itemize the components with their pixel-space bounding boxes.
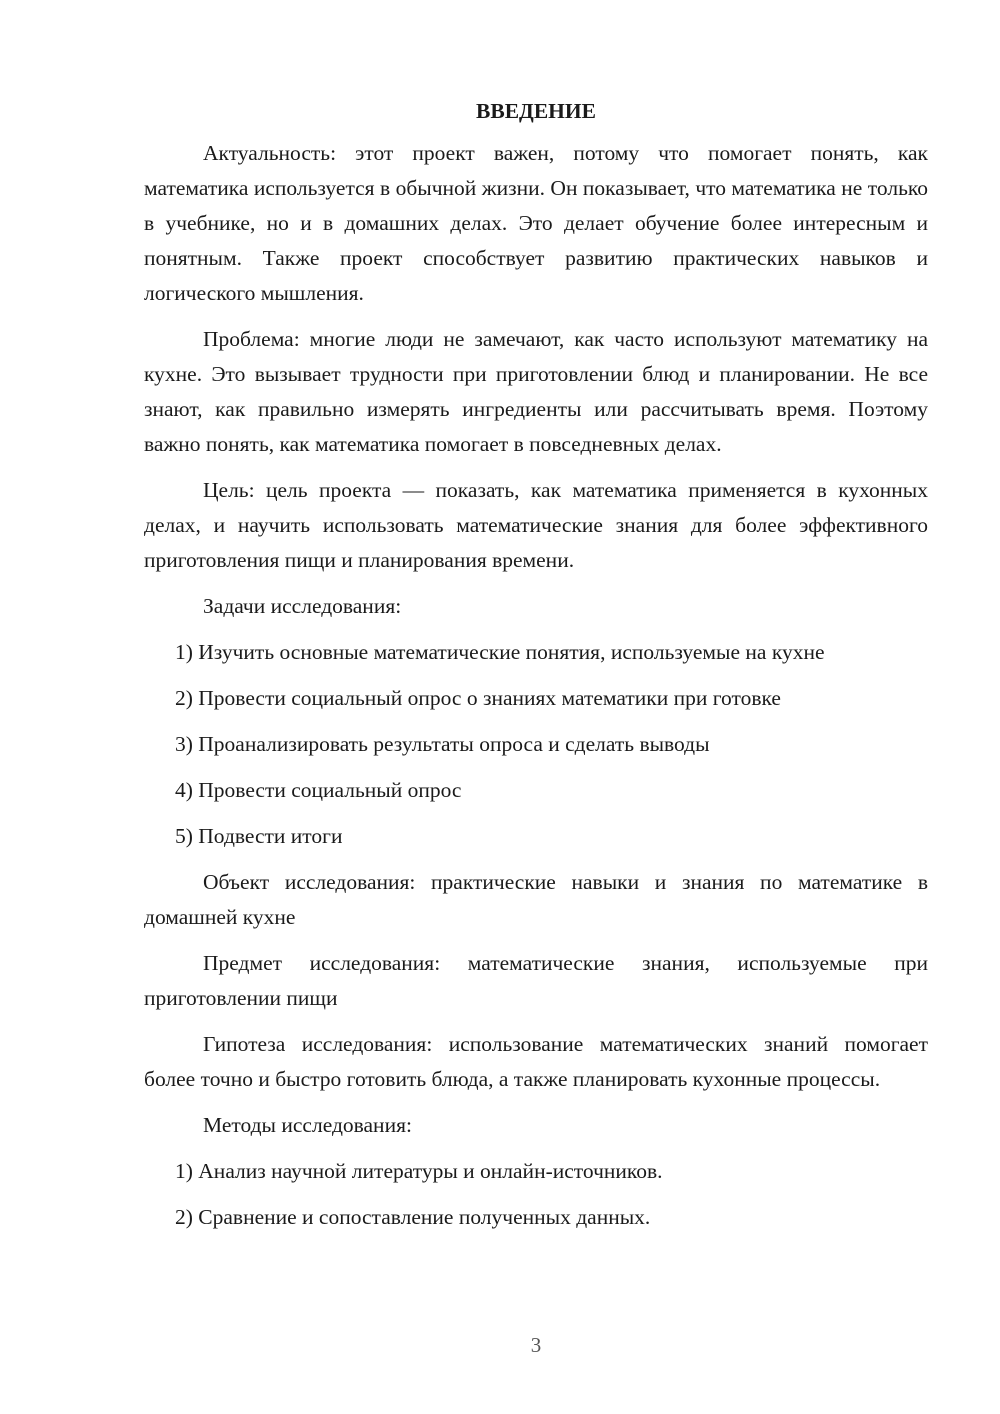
tasks-heading: Задачи исследования:: [203, 594, 402, 618]
subject-paragraph: Предмет исследования: математические знания, используемые при приготовлении пищи: [144, 951, 928, 1010]
task-item: 1) Изучить основные математические понятия, используемые на кухне: [175, 640, 825, 664]
goal-paragraph: Цель: цель проекта — показать, как математика применяется в кухонных делах, и научить использовать математические знания для более эффективного приготовления пищи и планирования времени.: [144, 478, 928, 572]
task-item: 5) Подвести итоги: [175, 824, 343, 848]
hypothesis-paragraph: Гипотеза исследования: использование математических знаний помогает более точно и быстро готовить блюда, а также планировать кухонные процессы.: [144, 1032, 928, 1091]
object-paragraph: Объект исследования: практические навыки и знания по математике в домашней кухне: [144, 870, 928, 929]
task-item: 2) Провести социальный опрос о знаниях математики при готовке: [175, 686, 781, 710]
methods-list: [144, 1154, 928, 1235]
task-item: 4) Провести социальный опрос: [175, 778, 462, 802]
relevance-paragraph: Актуальность: этот проект важен, потому что помогает понять, как математика используется в обычной жизни. Он показывает, что математика не только в учебнике, но и в домашних делах. Это делает обучение более интересным и понятным. Также проект способствует развитию практических навыков и логического мышления.: [144, 141, 928, 305]
page-number: 3: [530, 1333, 542, 1357]
page-content: [144, 96, 928, 1246]
page-title: ВВЕДЕНИЕ: [476, 99, 596, 123]
task-item: 3) Проанализировать результаты опроса и сделать выводы: [175, 732, 710, 756]
method-item: 2) Сравнение и сопоставление полученных данных.: [175, 1205, 651, 1229]
problem-paragraph: Проблема: многие люди не замечают, как часто используют математику на кухне. Это вызывает трудности при приготовлении блюд и планировании. Не все знают, как правильно измерять ингредиенты или рассчитывать время. Поэтому важно понять, как математика помогает в повседневных делах.: [144, 327, 928, 456]
methods-heading: Методы исследования:: [203, 1113, 412, 1137]
method-item: 1) Анализ научной литературы и онлайн-источников.: [175, 1159, 663, 1183]
tasks-list: [144, 635, 928, 854]
